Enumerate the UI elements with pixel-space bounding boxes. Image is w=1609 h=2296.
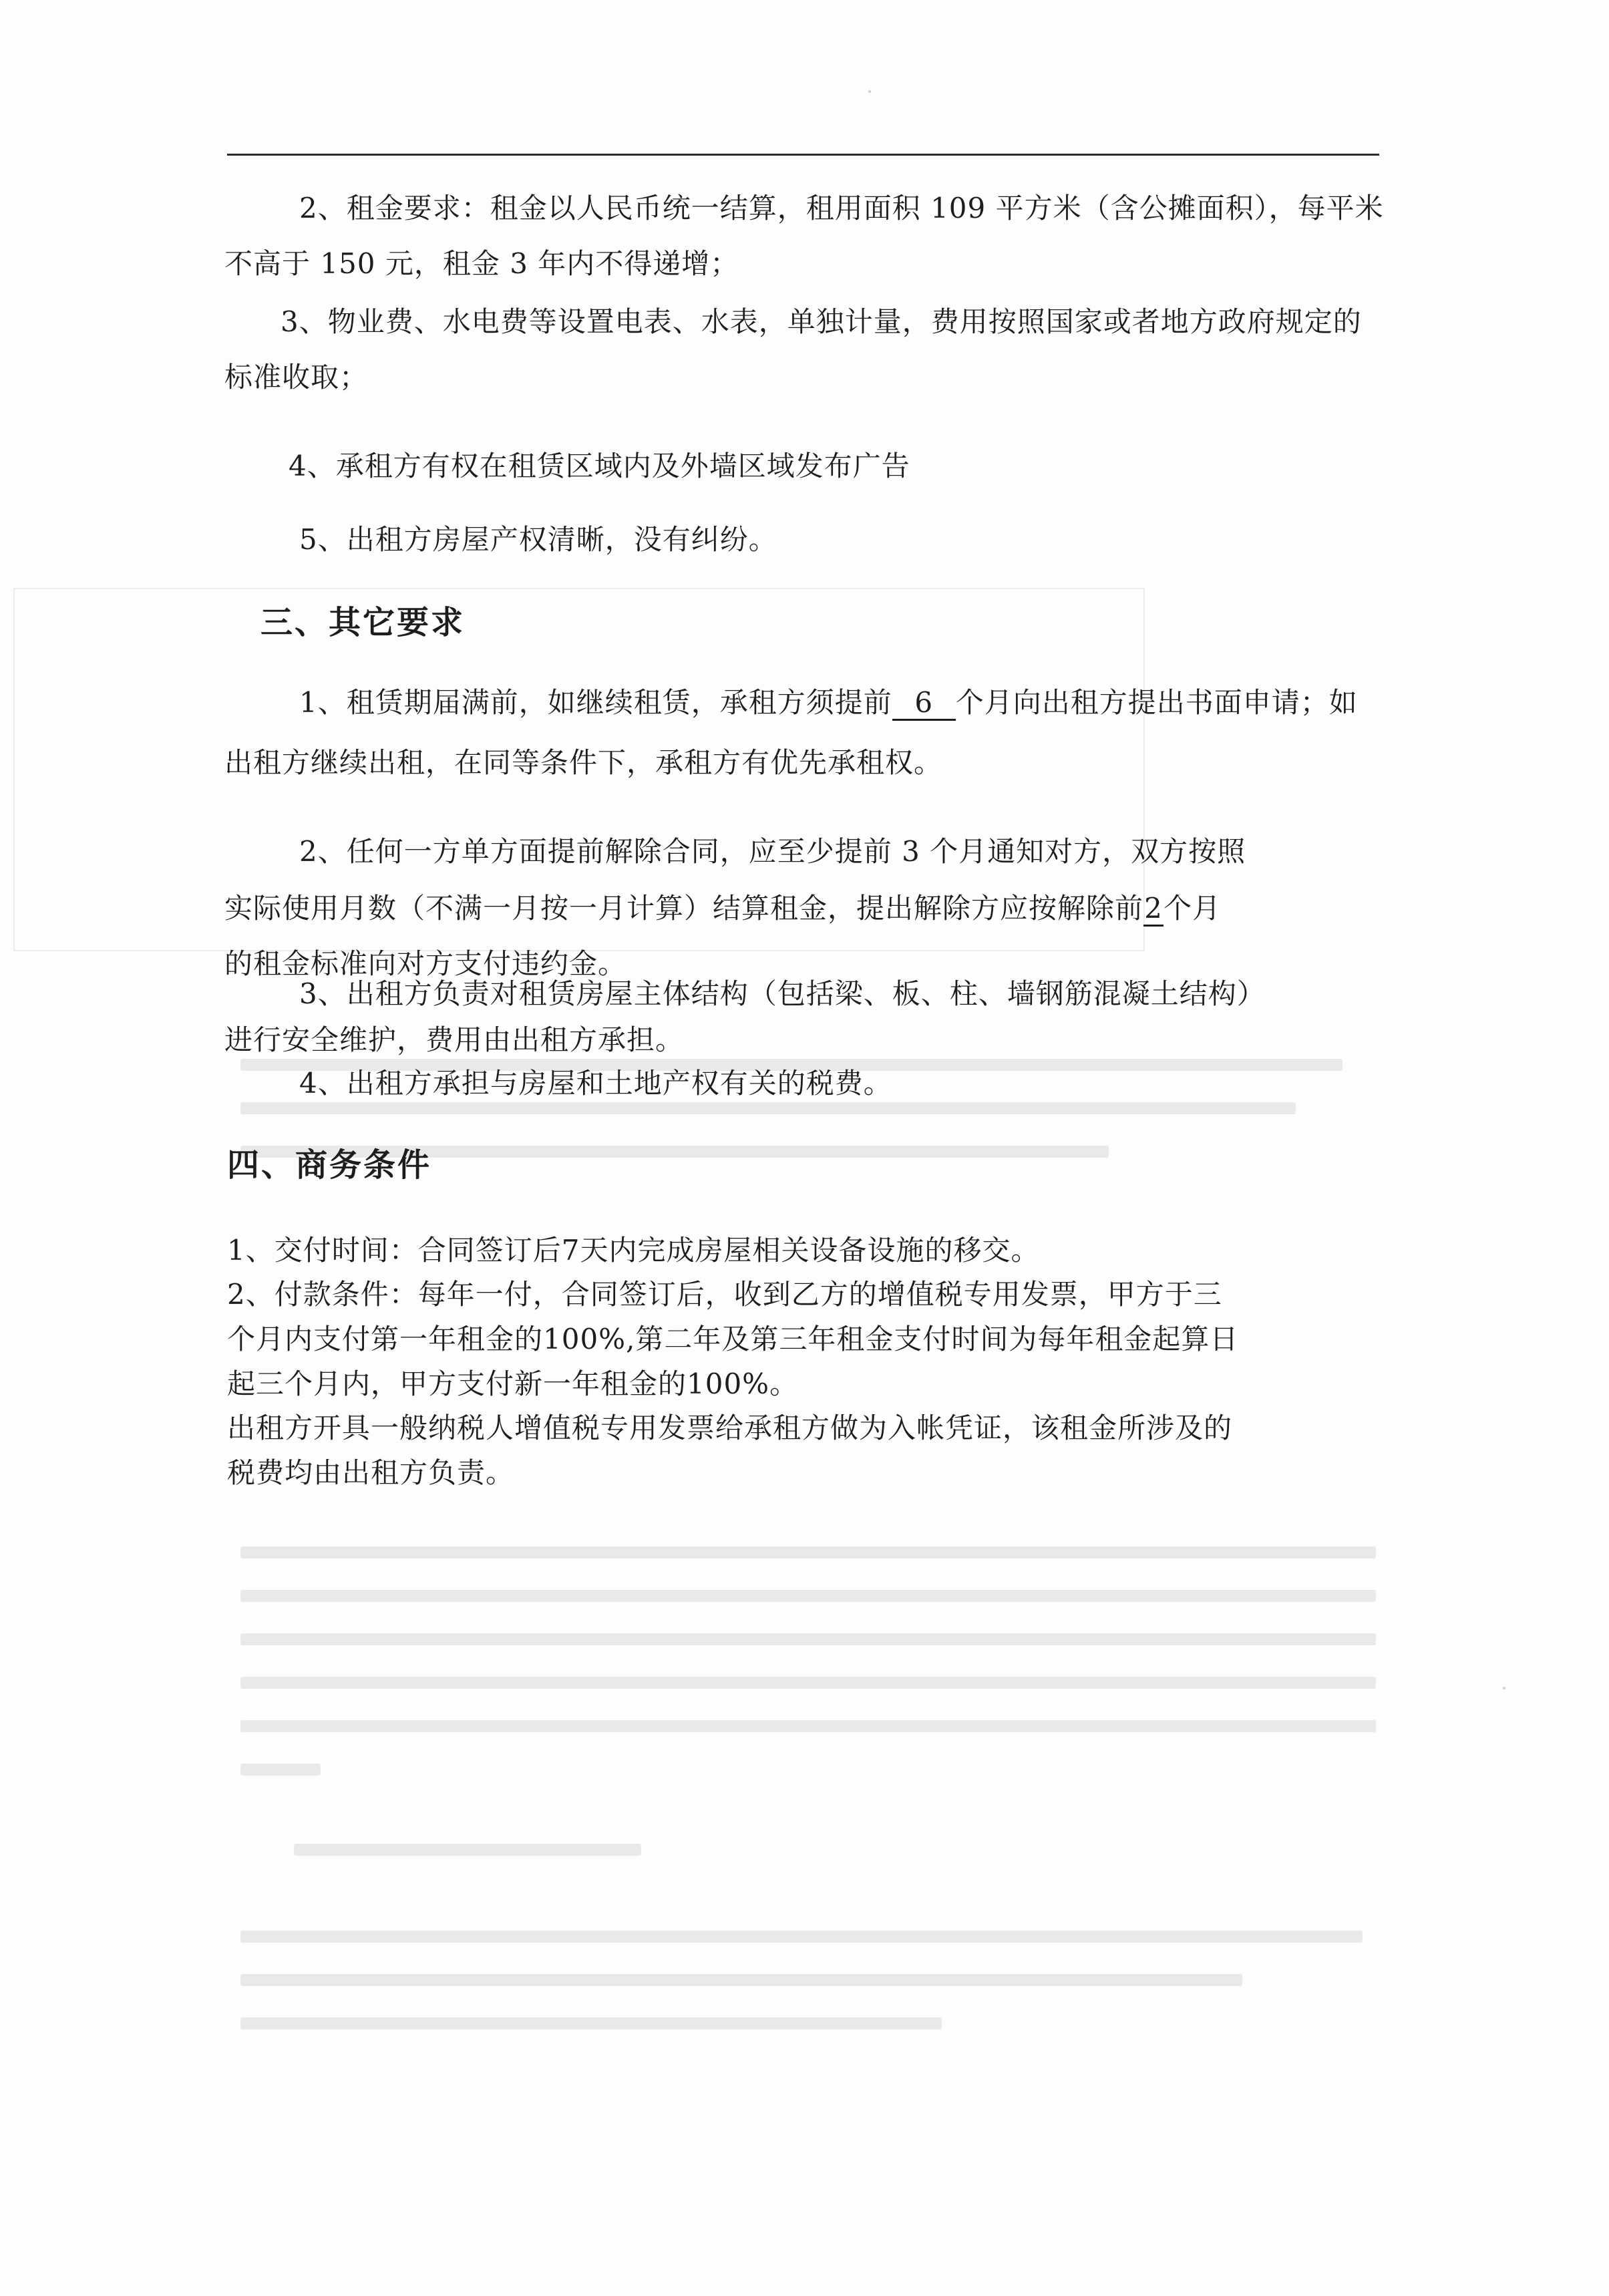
scan-speck [1503, 1687, 1505, 1689]
renewal-clause-line-2: 出租方继续出租，在同等条件下，承租方有优先承租权。 [224, 746, 943, 779]
penalty-months: 2 [1143, 892, 1164, 927]
rent-requirement-line-1: 2、租金要求：租金以人民币统一结算，租用面积 109 平方米（含公摊面积），每平米 [299, 192, 1384, 224]
termination-clause-text: 实际使用月数（不满一月按一月计算）结算租金，提出解除方应按解除前 [224, 892, 1144, 925]
bleed-through-line [240, 1546, 1376, 1559]
bleed-through-line [240, 1590, 1376, 1602]
section-heading-other-requirements: 三、其它要求 [260, 604, 466, 641]
renewal-clause-text-continued: 个月向出租方提出书面申请；如 [955, 686, 1358, 719]
bleed-through-line [240, 1102, 1296, 1114]
bleed-through-line [240, 1764, 321, 1776]
structure-maintenance-line-1: 3、出租方负责对租赁房屋主体结构（包括梁、板、柱、墙钢筋混凝土结构） [299, 977, 1266, 1010]
bleed-through-line [240, 1974, 1242, 1986]
termination-clause-line-3: 的租金标准向对方支付违约金。 [224, 947, 627, 980]
renewal-notice-months: 6 [892, 687, 956, 721]
header-rule [227, 154, 1379, 156]
bleed-through-line [294, 1844, 641, 1856]
payment-terms-line-3: 起三个月内，甲方支付新一年租金的100%。 [227, 1367, 799, 1400]
invoice-clause-line-2: 税费均由出租方负责。 [227, 1456, 515, 1489]
renewal-clause-text: 1、租赁期届满前，如继续租赁，承租方须提前 [299, 686, 892, 719]
structure-maintenance-line-2: 进行安全维护，费用由出租方承担。 [224, 1023, 685, 1056]
property-title-line: 5、出租方房屋产权清晰，没有纠纷。 [299, 523, 777, 556]
bleed-through-line [240, 1931, 1363, 1943]
property-fee-line-1: 3、物业费、水电费等设置电表、水表，单独计量，费用按照国家或者地方政府规定的 [281, 305, 1362, 338]
termination-clause-line-2 [224, 888, 1221, 929]
payment-terms-line-1: 2、付款条件：每年一付，合同签订后，收到乙方的增值税专用发票，甲方于三 [227, 1278, 1222, 1311]
delivery-time-line: 1、交付时间：合同签订后7天内完成房屋相关设备设施的移交。 [227, 1234, 1040, 1267]
tax-responsibility-line: 4、出租方承担与房屋和土地产权有关的税费。 [299, 1067, 892, 1100]
renewal-clause-line-1 [299, 683, 1358, 723]
payment-terms-line-2: 个月内支付第一年租金的100%,第二年及第三年租金支付时间为每年租金起算日 [227, 1323, 1239, 1355]
scan-speck [868, 90, 871, 93]
section-heading-business-terms: 四、商务条件 [227, 1146, 432, 1184]
bleed-through-line [240, 1720, 1376, 1732]
bleed-through-line [240, 2017, 942, 2029]
bleed-through-line [240, 1677, 1376, 1689]
advertising-right-line: 4、承租方有权在租赁区域内及外墙区域发布广告 [289, 450, 910, 482]
termination-clause-text-continued: 个月 [1164, 892, 1222, 925]
termination-clause-line-1: 2、任何一方单方面提前解除合同，应至少提前 3 个月通知对方，双方按照 [299, 835, 1246, 868]
rent-requirement-line-2: 不高于 150 元，租金 3 年内不得递增； [224, 247, 739, 280]
invoice-clause-line-1: 出租方开具一般纳税人增值税专用发票给承租方做为入帐凭证，该租金所涉及的 [227, 1412, 1233, 1444]
property-fee-line-2: 标准收取； [224, 361, 369, 393]
bleed-through-line [240, 1633, 1376, 1645]
